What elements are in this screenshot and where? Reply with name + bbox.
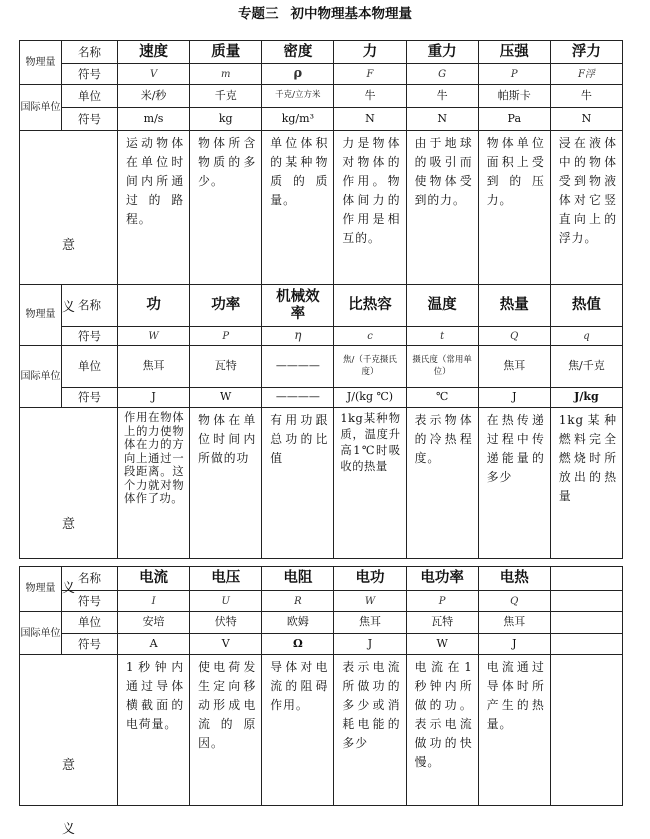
symbol-label: 符号 [62,64,118,85]
unit-name: 欧姆 [262,612,334,634]
unit-row [20,85,623,108]
unit-symbol: J [478,634,550,655]
name-row [20,567,623,591]
quantity-name: 重力 [406,41,478,64]
unit-name: 焦耳 [478,612,550,634]
meaning-label-2: 义 [61,822,75,837]
physical-quantity-label: 物理量 [20,285,62,346]
unit-name: 牛 [550,85,622,108]
symbol-row [20,327,623,346]
unit-symbol: N [406,108,478,131]
title-part: 专题三 [238,6,279,22]
meaning-row [20,131,623,285]
meaning-text: 1kg某种物质，温度升高1℃时吸收的热量 [334,408,406,559]
quantity-name: 功率 [190,285,262,327]
quantity-table-3 [19,566,623,837]
quantity-symbol: W [334,591,406,612]
unit-name: 焦/千克 [550,346,622,388]
unit-name: 焦/（千克摄氏度） [334,346,406,388]
unit-symbol: Ω [262,634,334,655]
quantity-symbol: ρ [262,64,334,85]
physical-quantity-label: 物理量 [20,567,62,612]
quantity-symbol: η [262,327,334,346]
unit-name: 焦耳 [334,612,406,634]
unit-symbol-row [20,634,623,655]
unit-name: 千克/立方米 [262,85,334,108]
quantity-name: 热值 [550,285,622,327]
unit-symbol: J/(kg ℃) [334,388,406,408]
quantity-name: 浮力 [550,41,622,64]
quantity-name: 力 [334,41,406,64]
meaning-label [20,655,118,837]
name-row [20,41,623,64]
si-unit-label: 国际单位 [20,612,62,655]
quantity-symbol: Q [478,327,550,346]
empty-cell [550,655,622,806]
meaning-text: 由于地球的吸引而使物体受到的力。 [406,131,478,285]
symbol-label: 符号 [62,388,118,408]
quantity-name: 速度 [118,41,190,64]
meaning-label-2: 义 [61,581,75,596]
unit-symbol-row [20,108,623,131]
meaning-text: 导体对电流的阻碍作用。 [262,655,334,806]
meaning-row [20,655,623,806]
quantity-symbol: P [190,327,262,346]
unit-name: 瓦特 [190,346,262,388]
quantity-name: 电热 [478,567,550,591]
unit-name: 瓦特 [406,612,478,634]
unit-label: 单位 [62,85,118,108]
si-unit-label: 国际单位 [20,346,62,408]
meaning-label-2: 义 [61,299,75,315]
quantity-name: 电功 [334,567,406,591]
meaning-label-1: 意 [61,237,75,253]
quantity-name: 电流 [118,567,190,591]
quantity-name: 温度 [406,285,478,327]
unit-row [20,346,623,388]
quantity-symbol: W [118,327,190,346]
unit-symbol: J [118,388,190,408]
meaning-row [20,408,623,559]
unit-name: 牛 [406,85,478,108]
unit-name: 伏特 [190,612,262,634]
quantity-symbol: m [190,64,262,85]
meaning-label-1: 意 [61,517,75,532]
quantity-name: 机械效率 [262,285,334,327]
symbol-label: 符号 [62,108,118,131]
meaning-text: 1kg某种燃料完全燃烧时所放出的热量 [550,408,622,559]
unit-name: 米/秒 [118,85,190,108]
unit-name: 焦耳 [478,346,550,388]
unit-symbol: N [334,108,406,131]
quantity-symbol: q [550,327,622,346]
symbol-label: 符号 [62,591,118,612]
unit-label: 单位 [62,612,118,634]
unit-symbol: ———— [262,388,334,408]
quantity-name: 电压 [190,567,262,591]
meaning-text: 使电荷发生定向移动形成电流的原因。 [190,655,262,806]
name-label: 名称 [62,567,118,591]
si-unit-label: 国际单位 [20,85,62,131]
meaning-label-1: 意 [61,758,75,773]
unit-symbol: ℃ [406,388,478,408]
unit-symbol: kg/m³ [262,108,334,131]
quantity-name: 功 [118,285,190,327]
quantity-symbol: I [118,591,190,612]
unit-symbol: W [406,634,478,655]
empty-cell [550,567,622,591]
unit-symbol-row [20,388,623,408]
symbol-row [20,591,623,612]
quantity-symbol: F [334,64,406,85]
unit-name: 帕斯卡 [478,85,550,108]
unit-symbol: J [478,388,550,408]
meaning-text: 电流通过导体时所产生的热量。 [478,655,550,806]
unit-symbol: J [334,634,406,655]
meaning-text: 电流在1秒钟内所做的功。表示电流做功的快慢。 [406,655,478,806]
physical-quantity-label: 物理量 [20,41,62,85]
meaning-text: 运动物体在单位时间内所通过的路程。 [118,131,190,285]
meaning-text: 物体单位面积上受到的压力。 [478,131,550,285]
unit-name: 摄氏度（常用单位） [406,346,478,388]
meaning-text: 作用在物体上的力使物体在力的方向上通过一段距离。这个力就对物体作了功。 [118,408,190,559]
unit-symbol: A [118,634,190,655]
quantity-symbol: P [478,64,550,85]
quantity-symbol: Q [478,591,550,612]
quantity-symbol: F浮 [550,64,622,85]
meaning-text: 在热传递过程中传递能量的多少 [478,408,550,559]
quantity-name: 压强 [478,41,550,64]
unit-row [20,612,623,634]
unit-name: 牛 [334,85,406,108]
empty-cell [550,591,622,612]
name-label: 名称 [62,41,118,64]
quantity-symbol: G [406,64,478,85]
empty-cell [550,612,622,634]
symbol-label: 符号 [62,327,118,346]
meaning-text: 表示电流所做功的多少或消耗电能的多少 [334,655,406,806]
empty-cell [550,634,622,655]
meaning-text: 有用功跟总功的比值 [262,408,334,559]
unit-symbol: W [190,388,262,408]
symbol-label: 符号 [62,634,118,655]
meaning-text: 物体所含物质的多少。 [190,131,262,285]
quantity-name: 热量 [478,285,550,327]
meaning-text: 浸在液体中的物体受到物液体对它竖直向上的浮力。 [550,131,622,285]
unit-symbol: m/s [118,108,190,131]
meaning-text: 表示物体的冷热程度。 [406,408,478,559]
title-text: 初中物理基本物理量 [290,6,412,22]
unit-name: 安培 [118,612,190,634]
quantity-symbol: R [262,591,334,612]
unit-symbol: kg [190,108,262,131]
quantity-symbol: U [190,591,262,612]
quantity-name: 比热容 [334,285,406,327]
quantity-symbol: V [118,64,190,85]
quantity-name: 电功率 [406,567,478,591]
unit-symbol: V [190,634,262,655]
name-row [20,285,623,327]
quantity-symbol: P [406,591,478,612]
quantity-symbol: t [406,327,478,346]
unit-symbol: Pa [478,108,550,131]
meaning-text: 单位体积的某种物质的质量。 [262,131,334,285]
name-label: 名称 [62,285,118,327]
meaning-text: 1秒钟内通过导体横截面的电荷量。 [118,655,190,806]
meaning-text: 物体在单位时间内所做的功 [190,408,262,559]
unit-name: 千克 [190,85,262,108]
unit-symbol: N [550,108,622,131]
meaning-text: 力是物体对物体的作用。物体间力的作用是相互的。 [334,131,406,285]
unit-label: 单位 [62,346,118,388]
quantity-name: 电阻 [262,567,334,591]
unit-name: 焦耳 [118,346,190,388]
quantity-name: 密度 [262,41,334,64]
unit-symbol: J/kg [550,388,622,408]
unit-name: ———— [262,346,334,388]
quantity-name: 质量 [190,41,262,64]
quantity-symbol: c [334,327,406,346]
page-title [0,2,650,22]
symbol-row [20,64,623,85]
